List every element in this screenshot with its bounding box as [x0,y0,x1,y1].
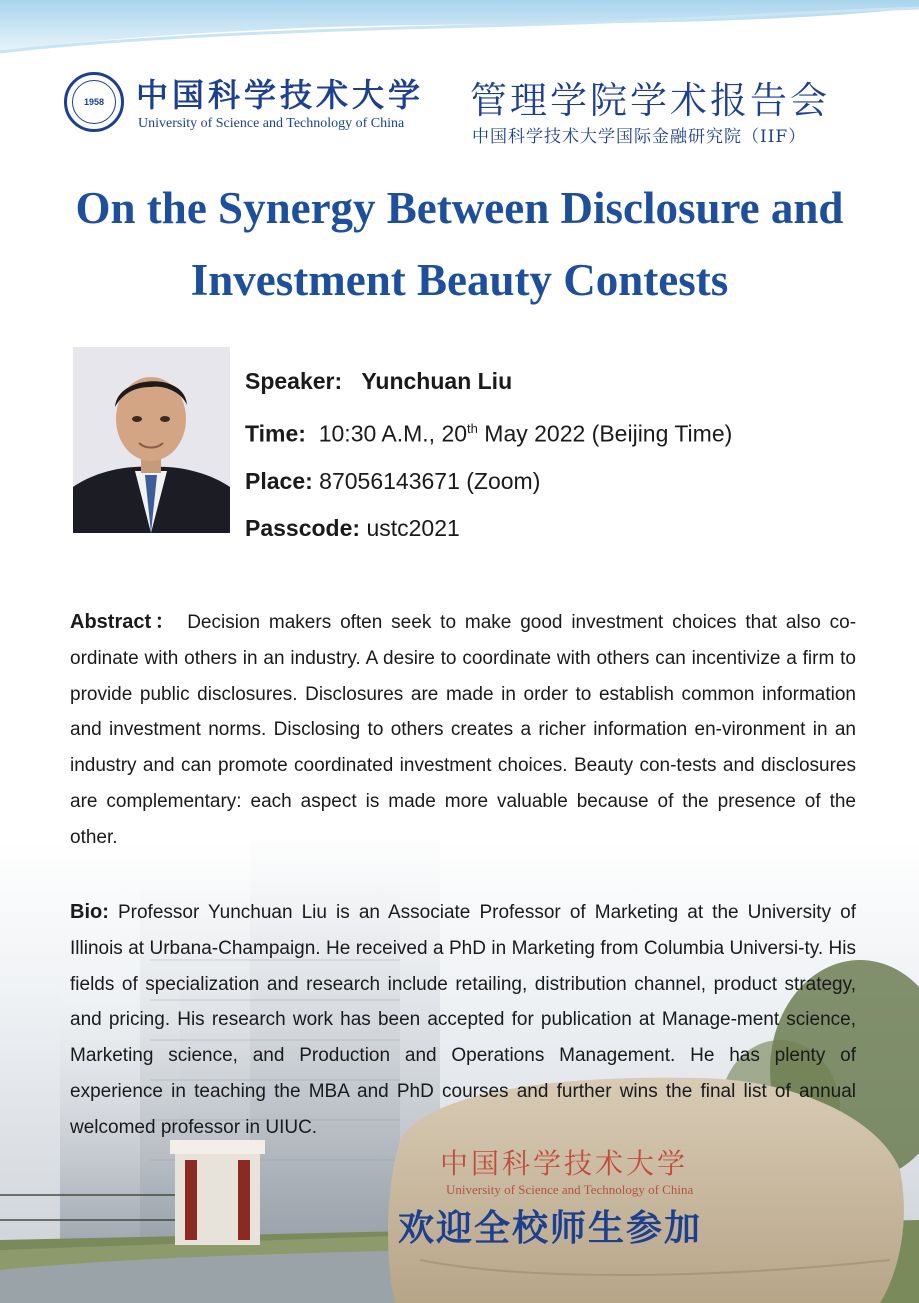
event-subtitle-cn: 中国科学技术大学国际金融研究院（IIF） [472,127,807,147]
abstract-section [70,605,856,856]
university-name-cn: 中国科学技术大学 [136,76,425,114]
bio-text: Professor Yunchuan Liu is an Associate Professor of Marketing at the University of Illinois at Urbana-Champaign. He received a PhD in Marketing from Columbia Universi-ty. His fields of specialization and research include retailing, distribution channel, product strategy, and pricing. His research work has been accepted for publication at Manage-ment science, Marketing science, and Production and Operations Management. He has plenty of experience in teaching the MBA and PhD courses and further wins the final list of annual welcomed professor in UIUC. [70,902,856,1138]
passcode-row [245,505,732,552]
speaker-name: Yunchuan Liu [361,368,513,394]
welcome-message: 欢迎全校师生参加 [398,1207,703,1249]
abstract-text: Decision makers often seek to make good investment choices that also co-ordinate with others in an industry. A desire to coordinate with others can incentivize a firm to provide public disclosures. Disclosures are made in order to establish common information and investment norms. Disclosing to others creates a richer information en-vironment in an industry and can promote coordinated investment choices. Beauty con-tests and disclosures are complementary: each aspect is made more valuable because of the presence of the other. [70,612,857,848]
seal-year: 1958 [72,80,116,124]
place-value: 87056143671 (Zoom) [319,467,541,494]
top-wave-decoration [0,0,919,60]
time-label: Time: [245,420,306,447]
talk-title-line2: Investment Beauty Contests [190,255,729,305]
university-seal-logo [64,72,124,132]
stone-inscription-cn: 中国科学技术大学 [440,1147,689,1180]
time-value-a: 10:30 A.M., 20 [318,420,468,447]
time-value-b: May 2022 (Beijing Time) [477,420,733,447]
stone-inscription-en: University of Science and Technology of China [446,1182,694,1197]
bio-label: Bio: [70,901,109,923]
event-title-cn: 管理学院学术报告会 [470,79,830,122]
bio-section [70,895,856,1146]
place-row [245,458,732,505]
passcode-value: ustc2021 [366,514,460,541]
talk-title-line1: On the Synergy Between Disclosure and [75,183,844,233]
time-row [245,405,732,458]
place-label: Place: [245,467,313,494]
speaker-portrait-illustration [73,347,230,533]
speaker-photo [73,347,230,533]
abstract-label: Abstract： [70,611,179,633]
time-value-sup: th [467,421,478,436]
poster-header [0,62,919,152]
speaker-label: Speaker: [245,368,343,394]
speaker-info [245,358,732,552]
university-name-en: University of Science and Technology of China [138,116,405,131]
speaker-row [245,358,732,405]
speaker-value [349,368,513,394]
passcode-label: Passcode: [245,514,361,541]
talk-title [40,172,879,316]
